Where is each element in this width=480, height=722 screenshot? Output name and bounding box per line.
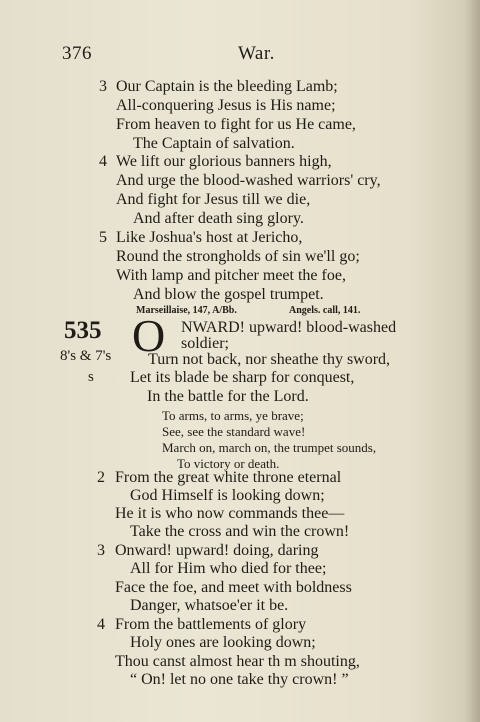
verse-line: And urge the blood-washed warriors' cry,	[116, 172, 381, 189]
verse-number: 4	[97, 616, 105, 633]
verse-line: He it is who now commands thee—	[115, 505, 345, 522]
hymn-meter-suffix: s	[88, 369, 94, 385]
tune-reference-left: Marseillaise, 147, A/Bb.	[136, 305, 237, 316]
verse-number: 4	[99, 153, 107, 170]
verse-line: With lamp and pitcher meet the foe,	[116, 267, 346, 284]
verse-line: soldier;	[181, 335, 229, 352]
verse-line: And after death sing glory.	[133, 210, 304, 227]
verse-line: In the battle for the Lord.	[147, 388, 309, 405]
verse-line: All-conquering Jesus is His name;	[116, 97, 336, 114]
drop-cap: O	[132, 310, 166, 361]
verse-line: NWARD! upward! blood-washed	[181, 319, 397, 336]
verse-line: “ On! let no one take thy crown! ”	[130, 671, 349, 688]
page-number: 376	[62, 43, 92, 64]
chorus-line: See, see the standard wave!	[162, 424, 306, 439]
page-edge-shadow	[464, 0, 480, 722]
verse-line: Our Captain is the bleeding Lamb;	[116, 78, 338, 95]
verse-line: Onward! upward! doing, daring	[115, 542, 319, 559]
verse-line: Take the cross and win the crown!	[130, 523, 350, 540]
verse-line: Holy ones are looking down;	[130, 634, 316, 651]
verse-line: From heaven to fight for us He came,	[116, 116, 356, 133]
verse-line: From the great white throne eternal	[115, 469, 342, 486]
verse-line: God Himself is looking down;	[130, 487, 325, 504]
verse-line: Danger, whatsoe'er it be.	[130, 597, 289, 614]
verse-line: All for Him who died for thee;	[130, 560, 327, 577]
verse-number: 2	[97, 469, 105, 486]
verse-line: Like Joshua's host at Jericho,	[116, 229, 303, 246]
chorus-line: March on, march on, the trumpet sounds,	[162, 440, 377, 455]
running-head: War.	[238, 43, 275, 64]
chorus-line: To arms, to arms, ye brave;	[162, 408, 304, 423]
verse-line: Round the strongholds of sin we'll go;	[116, 248, 360, 265]
verse-line: The Captain of salvation.	[133, 135, 295, 152]
tune-reference-right: Angels. call, 141.	[289, 305, 361, 316]
hymn-meter: 8's & 7's	[60, 348, 112, 364]
verse-line: Thou canst almost hear th m shouting,	[115, 653, 360, 670]
verse-line: Face the foe, and meet with boldness	[115, 579, 352, 596]
verse-line: And fight for Jesus till we die,	[116, 191, 311, 208]
verse-line: Turn not back, nor sheathe thy sword,	[148, 351, 391, 368]
verse-line: And blow the gospel trumpet.	[133, 286, 324, 303]
verse-line: We lift our glorious banners high,	[116, 153, 332, 170]
verse-line: From the battlements of glory	[115, 616, 307, 633]
verse-number: 3	[97, 542, 105, 559]
verse-line: Let its blade be sharp for conquest,	[130, 369, 355, 386]
verse-number: 5	[99, 229, 107, 246]
hymn-number: 535	[64, 317, 102, 344]
chorus-line: To victory or death.	[177, 456, 280, 471]
verse-number: 3	[99, 78, 107, 95]
